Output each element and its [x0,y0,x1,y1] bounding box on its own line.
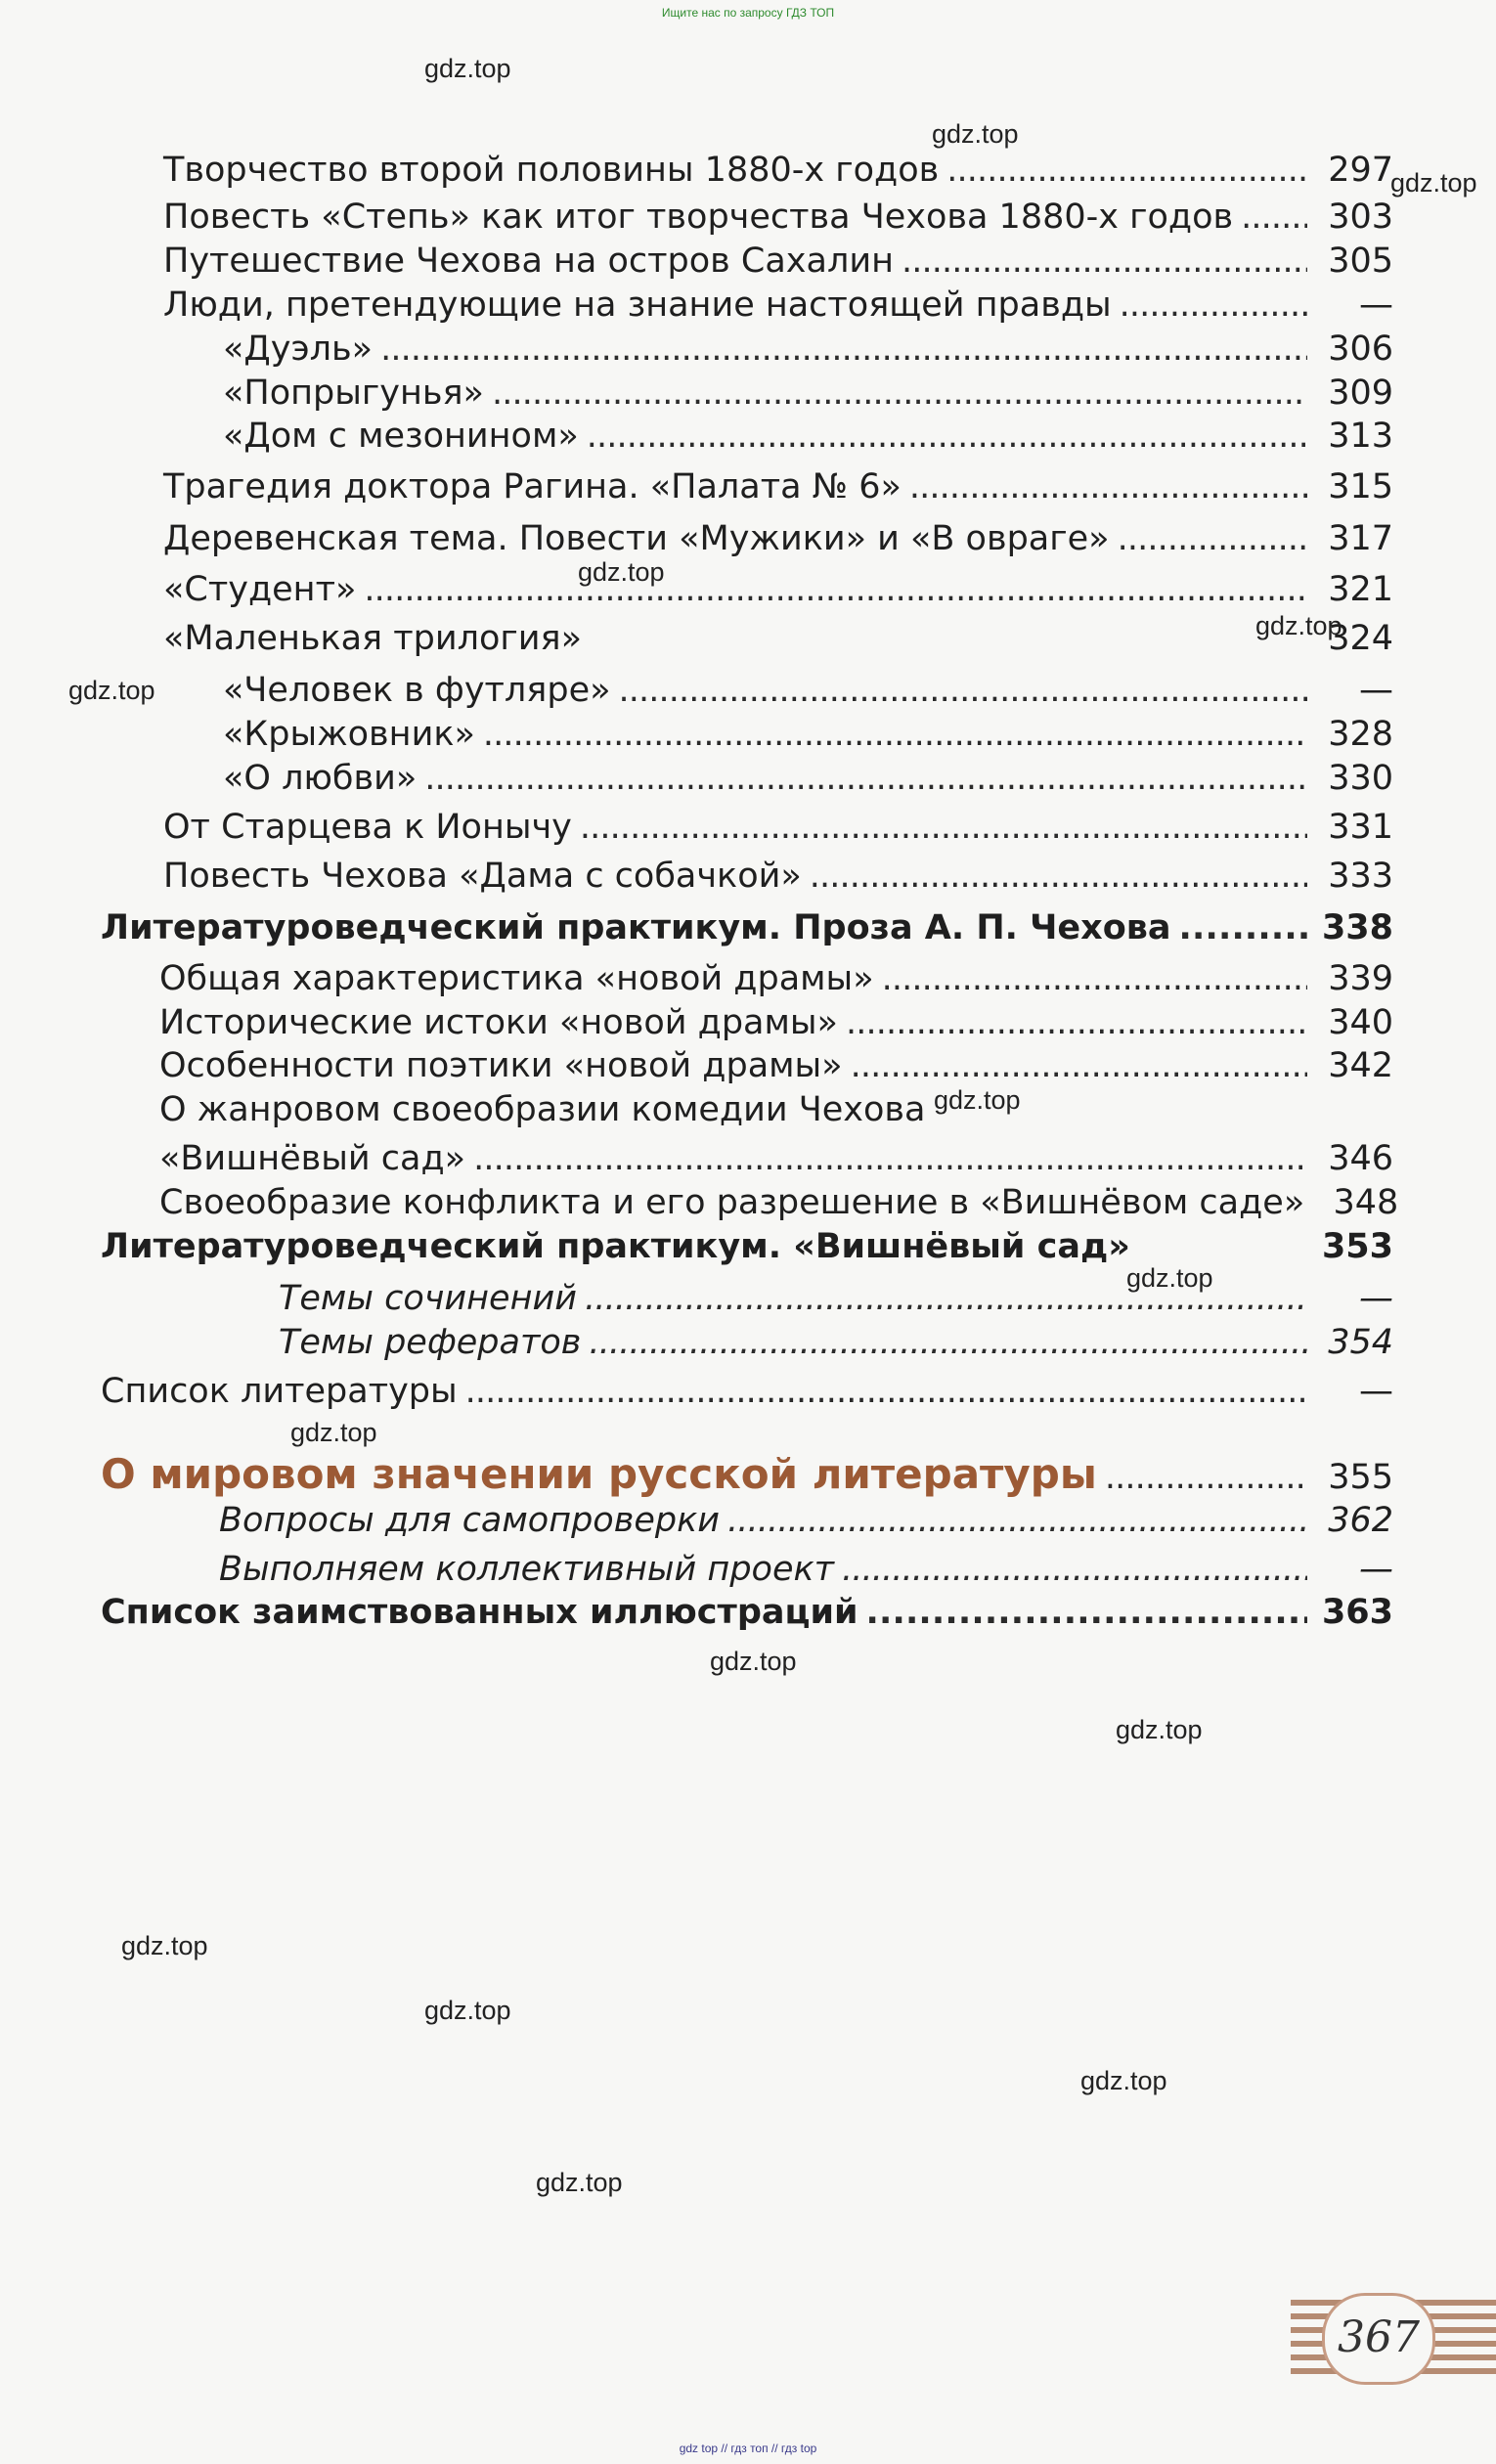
toc-entry-title: О жанровом своеобразии комедии Чехова [159,1090,926,1129]
toc-entry [223,372,1393,415]
toc-entry-title: Литературоведческий практикум. «Вишнёвый сад» [101,1227,1130,1266]
toc-entry-page: 340 [1328,1003,1393,1042]
toc-entry-page: 353 [1321,1227,1393,1266]
watermark: gdz.top [932,119,1019,149]
toc-entry [159,957,1393,1000]
toc-entry [223,713,1393,756]
watermark: gdz.top [1080,2066,1167,2095]
toc-entry-page: 355 [1328,1458,1393,1497]
toc-entry-page: 348 [1333,1183,1399,1222]
toc-entry-page: 324 [1328,619,1393,658]
toc-entry-title: «Попрыгунья» [223,374,484,413]
toc-entry-title: Исторические истоки «новой драмы» [159,1003,838,1042]
toc-entry-title: «Дуэль» [223,330,374,369]
toc-entry-title: Список заимствованных иллюстраций [101,1593,858,1632]
toc-entry-title: Темы сочинений [279,1279,577,1318]
watermark: gdz.top [1390,168,1477,198]
toc-entry-title: Список литературы [101,1372,458,1411]
toc-entry-page: 330 [1328,759,1393,798]
toc-entry [279,1277,1393,1320]
watermark: gdz.top [578,557,665,587]
toc-entry [219,1499,1393,1542]
toc-entry-page: 331 [1328,808,1393,847]
toc-entry [223,415,1393,458]
watermark: gdz.top [424,1996,511,2025]
toc-entry-page: 321 [1328,570,1393,609]
toc-entry-title: «О любви» [223,759,418,798]
watermark: gdz.top [68,676,155,705]
toc-entry-title: Путешествие Чехова на остров Сахалин [163,242,894,281]
footer-watermark: gdz top // гдз топ // гдз top [679,2442,817,2455]
toc-entry-title: Своеобразие конфликта и его разрешение в «Вишнёвом саде» [159,1183,1305,1222]
toc-entry-title: Литературоведческий практикум. Проза А. П. Чехова [101,908,1171,947]
toc-entry-title: Выполняем коллективный проект [219,1550,835,1589]
toc-entry-page: 313 [1328,417,1393,456]
toc-entry-title: «Вишнёвый сад» [159,1139,466,1178]
toc-entry [163,284,1393,327]
toc-entry-page: 305 [1328,242,1393,281]
top-banner: Ищите нас по запросу ГДЗ ТОП [661,6,835,20]
toc-entry-page: 338 [1321,908,1393,947]
watermark: gdz.top [1126,1263,1213,1293]
toc-entry [163,806,1393,849]
toc-entry [163,196,1393,239]
watermark: gdz.top [121,1931,208,1960]
toc-section-heading [101,1591,1393,1634]
toc-entry-title: О мировом значении русской литературы [101,1450,1097,1498]
toc-entry [223,669,1393,712]
toc-entry-page: 354 [1328,1323,1393,1362]
watermark: gdz.top [710,1647,797,1676]
toc-entry-page: — [1359,671,1393,710]
toc-chapter-heading [101,1450,1393,1499]
toc-entry-page: — [1359,286,1393,325]
toc-entry-page: 346 [1328,1139,1393,1178]
toc-entry-page: 315 [1328,467,1393,506]
toc-entry-page: 328 [1328,715,1393,754]
toc-section-heading [101,906,1393,949]
toc-entry-page: 309 [1328,374,1393,413]
toc-entry-page: 363 [1321,1593,1393,1632]
toc-entry-title: «Человек в футляре» [223,671,611,710]
toc-entry-page: 333 [1328,857,1393,896]
toc-entry-title: Повесть «Степь» как итог творчества Чехова 1880-х годов [163,198,1234,237]
toc-entry [159,1001,1393,1044]
watermark: gdz.top [1116,1715,1203,1744]
watermark: gdz.top [290,1418,377,1447]
toc-entry-title: «Студент» [163,570,357,609]
toc-entry-title: Творчество второй половины 1880-х годов [163,151,940,190]
toc-entry-title: «Крыжовник» [223,715,475,754]
toc-entry [223,328,1393,371]
toc-entry [159,1181,1399,1224]
toc-entry-page: 303 [1328,198,1393,237]
watermark: gdz.top [934,1085,1021,1115]
toc-entry-title: Особенности поэтики «новой драмы» [159,1046,843,1085]
toc-section-heading [101,1225,1393,1268]
toc-entry [219,1548,1393,1591]
watermark: gdz.top [1255,611,1342,640]
toc-entry [163,568,1393,611]
toc-entry-title: «Дом с мезонином» [223,417,579,456]
toc-entry-page: 362 [1328,1501,1393,1540]
toc-entry-title: Повесть Чехова «Дама с собачкой» [163,857,802,896]
toc-entry-page: 306 [1328,330,1393,369]
toc-entry [163,855,1393,898]
toc-entry [163,240,1393,283]
watermark: gdz.top [424,54,511,83]
toc-entry [159,1137,1393,1180]
toc-entry [163,617,1393,660]
page-number: 367 [1322,2293,1435,2385]
toc-entry-title: Темы рефератов [279,1323,582,1362]
toc-entry-title: «Маленькая трилогия» [163,619,582,658]
toc-entry-page: 317 [1328,519,1393,558]
watermark: gdz.top [536,2168,623,2197]
toc-entry-title: Трагедия доктора Рагина. «Палата № 6» [163,467,902,506]
toc-entry-page: 339 [1328,959,1393,998]
toc-entry-page: 297 [1328,151,1393,190]
toc-entry [163,149,1393,192]
toc-entry-page: 342 [1328,1046,1393,1085]
toc-entry-title: Деревенская тема. Повести «Мужики» и «В овраге» [163,519,1110,558]
toc-entry [223,757,1393,800]
toc-entry [163,465,1393,508]
toc-entry-title: Вопросы для самопроверки [219,1501,720,1540]
toc-entry-page: — [1359,1372,1393,1411]
toc-entry [279,1321,1393,1364]
toc-entry [159,1044,1393,1087]
toc-entry [163,517,1393,560]
toc-entry-page: — [1359,1550,1393,1589]
toc-entry-title: Люди, претендующие на знание настоящей правды [163,286,1112,325]
toc-entry-title: Общая характеристика «новой драмы» [159,959,874,998]
toc-entry [101,1370,1393,1413]
toc-entry-page: — [1359,1279,1393,1318]
toc-entry-title: От Старцева к Ионычу [163,808,572,847]
